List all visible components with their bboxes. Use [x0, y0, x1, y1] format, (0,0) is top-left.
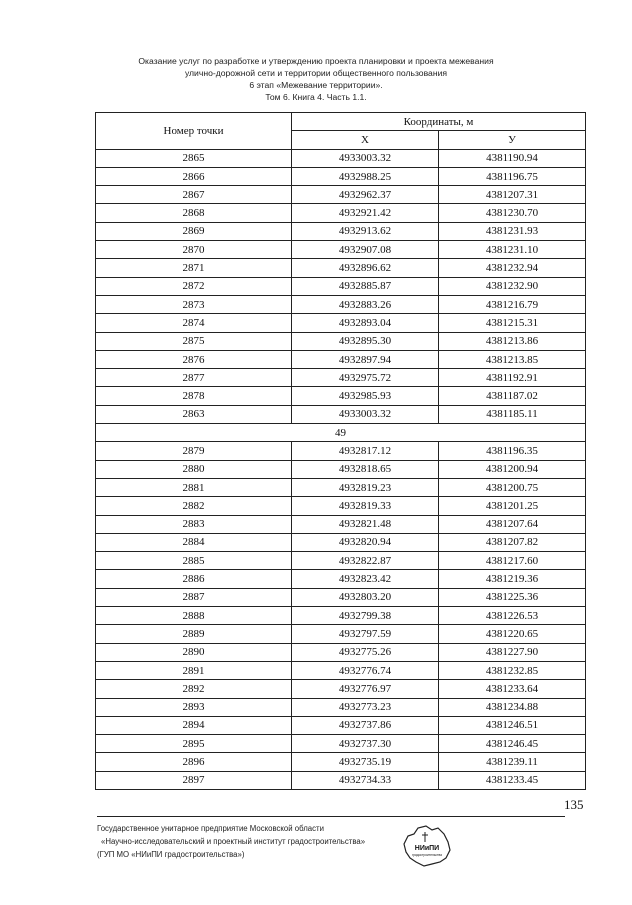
cell-x: 4932913.62: [292, 222, 439, 240]
cell-y: 4381232.90: [439, 277, 586, 295]
cell-point-number: 2895: [96, 735, 292, 753]
table-row: [96, 204, 586, 222]
table-row: [96, 735, 586, 753]
document-header: [60, 55, 572, 103]
cell-x: 4932975.72: [292, 369, 439, 387]
cell-y: 4381185.11: [439, 405, 586, 423]
cell-y: 4381190.94: [439, 149, 586, 167]
cell-point-number: 2868: [96, 204, 292, 222]
cell-x: 4932773.23: [292, 698, 439, 716]
cell-y: 4381239.11: [439, 753, 586, 771]
footer-line-2: «Научно-исследовательский и проектный институт градостроительства»: [101, 837, 366, 846]
cell-point-number: 2890: [96, 643, 292, 661]
cell-y: 4381196.75: [439, 167, 586, 185]
cell-y: 4381207.64: [439, 515, 586, 533]
cell-point-number: 2894: [96, 716, 292, 734]
cell-point-number: 2882: [96, 497, 292, 515]
cell-point-number: 2875: [96, 332, 292, 350]
table-row: [96, 570, 586, 588]
cell-y: 4381234.88: [439, 698, 586, 716]
cell-x: 4932988.25: [292, 167, 439, 185]
cell-x: 4932893.04: [292, 314, 439, 332]
cell-y: 4381201.25: [439, 497, 586, 515]
table-row: [96, 259, 586, 277]
cell-x: 4932734.33: [292, 771, 439, 789]
table-row: [96, 661, 586, 679]
table-body-part-2: [96, 442, 586, 790]
cell-point-number: 2885: [96, 552, 292, 570]
cell-point-number: 2879: [96, 442, 292, 460]
cell-y: 4381231.93: [439, 222, 586, 240]
cell-x: 4932737.86: [292, 716, 439, 734]
table-row: [96, 515, 586, 533]
cell-x: 4932737.30: [292, 735, 439, 753]
cell-y: 4381233.45: [439, 771, 586, 789]
cell-x: 4932776.97: [292, 680, 439, 698]
header-line-2: улично-дорожной сети и территории общественного пользования: [184, 68, 448, 78]
cell-y: 4381246.51: [439, 716, 586, 734]
cell-y: 4381215.31: [439, 314, 586, 332]
cell-x: 4932775.26: [292, 643, 439, 661]
cell-point-number: 2884: [96, 533, 292, 551]
cell-y: 4381192.91: [439, 369, 586, 387]
section-label: 49: [96, 424, 586, 442]
table-row: [96, 387, 586, 405]
table-row: [96, 295, 586, 313]
cell-point-number: 2878: [96, 387, 292, 405]
cell-y: 4381216.79: [439, 295, 586, 313]
cell-x: 4932797.59: [292, 625, 439, 643]
cell-x: 4932897.94: [292, 350, 439, 368]
cell-x: 4932985.93: [292, 387, 439, 405]
table-row: [96, 588, 586, 606]
table-row: [96, 186, 586, 204]
cell-point-number: 2865: [96, 149, 292, 167]
cell-point-number: 2869: [96, 222, 292, 240]
cell-point-number: 2891: [96, 661, 292, 679]
cell-y: 4381233.64: [439, 680, 586, 698]
cell-y: 4381196.35: [439, 442, 586, 460]
cell-point-number: 2872: [96, 277, 292, 295]
cell-point-number: 2877: [96, 369, 292, 387]
cell-x: 4932907.08: [292, 241, 439, 259]
footer-divider: [97, 816, 565, 817]
cell-point-number: 2886: [96, 570, 292, 588]
cell-x: 4933003.32: [292, 149, 439, 167]
footer-line-3: (ГУП МО «НИиПИ градостроительства»): [97, 850, 245, 859]
column-header-y: У: [439, 131, 586, 149]
cell-point-number: 2883: [96, 515, 292, 533]
table-row: [96, 167, 586, 185]
cell-point-number: 2867: [96, 186, 292, 204]
table-row: [96, 680, 586, 698]
cell-x: 4932921.42: [292, 204, 439, 222]
table-row: [96, 350, 586, 368]
cell-point-number: 2876: [96, 350, 292, 368]
cell-y: 4381227.90: [439, 643, 586, 661]
column-header-x: X: [292, 131, 439, 149]
table-row: [96, 533, 586, 551]
cell-y: 4381225.36: [439, 588, 586, 606]
cell-point-number: 2874: [96, 314, 292, 332]
cell-y: 4381232.94: [439, 259, 586, 277]
table-row: [96, 241, 586, 259]
table-row: [96, 643, 586, 661]
table-row: [96, 405, 586, 423]
cell-y: 4381200.75: [439, 478, 586, 496]
cell-y: 4381220.65: [439, 625, 586, 643]
cell-y: 4381213.85: [439, 350, 586, 368]
cell-x: 4932819.23: [292, 478, 439, 496]
table-row: [96, 314, 586, 332]
cell-x: 4932822.87: [292, 552, 439, 570]
cell-x: 4932883.26: [292, 295, 439, 313]
cell-point-number: 2893: [96, 698, 292, 716]
cell-y: 4381217.60: [439, 552, 586, 570]
niipi-logo-icon: [398, 822, 454, 868]
page-number: 135: [564, 797, 584, 812]
cell-x: 4932817.12: [292, 442, 439, 460]
cell-x: 4932823.42: [292, 570, 439, 588]
cell-y: 4381226.53: [439, 607, 586, 625]
cell-point-number: 2888: [96, 607, 292, 625]
table-row: [96, 442, 586, 460]
logo-subtext: градостроительства: [412, 853, 442, 857]
cell-x: 4932895.30: [292, 332, 439, 350]
cell-x: 4932885.87: [292, 277, 439, 295]
cell-point-number: 2866: [96, 167, 292, 185]
cell-y: 4381219.36: [439, 570, 586, 588]
cell-y: 4381200.94: [439, 460, 586, 478]
table-row: [96, 698, 586, 716]
cell-point-number: 2880: [96, 460, 292, 478]
table-row: [96, 771, 586, 789]
cell-y: 4381246.45: [439, 735, 586, 753]
cell-y: 4381231.10: [439, 241, 586, 259]
cell-point-number: 2871: [96, 259, 292, 277]
header-line-4: Том 6. Книга 4. Часть 1.1.: [265, 92, 367, 102]
logo-text: НИиПИ: [414, 845, 440, 852]
table-section-row: [96, 424, 586, 442]
header-line-3: 6 этап «Межевание территории».: [249, 80, 383, 90]
cell-x: 4932820.94: [292, 533, 439, 551]
table-row: [96, 753, 586, 771]
cell-x: 4933003.32: [292, 405, 439, 423]
cell-x: 4932803.20: [292, 588, 439, 606]
table-row: [96, 716, 586, 734]
table-body-part-1: [96, 149, 586, 423]
cell-y: 4381213.86: [439, 332, 586, 350]
cell-point-number: 2887: [96, 588, 292, 606]
cell-point-number: 2892: [96, 680, 292, 698]
table-row: [96, 149, 586, 167]
cell-x: 4932819.33: [292, 497, 439, 515]
cell-x: 4932896.62: [292, 259, 439, 277]
cell-point-number: 2889: [96, 625, 292, 643]
table-row: [96, 625, 586, 643]
cell-x: 4932776.74: [292, 661, 439, 679]
cell-x: 4932962.37: [292, 186, 439, 204]
table-row: [96, 222, 586, 240]
table-row: [96, 552, 586, 570]
cell-x: 4932735.19: [292, 753, 439, 771]
cell-point-number: 2896: [96, 753, 292, 771]
cell-x: 4932799.38: [292, 607, 439, 625]
header-line-1: Оказание услуг по разработке и утверждению проекта планировки и проекта межевания: [138, 56, 494, 66]
cell-x: 4932821.48: [292, 515, 439, 533]
cell-point-number: 2870: [96, 241, 292, 259]
table-row: [96, 478, 586, 496]
coordinates-table: [95, 112, 586, 790]
cell-y: 4381232.85: [439, 661, 586, 679]
column-header-coordinates: Координаты, м: [292, 113, 586, 131]
table-row: [96, 497, 586, 515]
cell-x: 4932818.65: [292, 460, 439, 478]
cell-y: 4381207.31: [439, 186, 586, 204]
table-row: [96, 369, 586, 387]
column-header-point-number: Номер точки: [96, 113, 292, 150]
table-row: [96, 460, 586, 478]
footer-line-1: Государственное унитарное предприятие Московской области: [97, 824, 324, 833]
cell-point-number: 2873: [96, 295, 292, 313]
cell-point-number: 2881: [96, 478, 292, 496]
footer: [97, 822, 397, 861]
cell-y: 4381187.02: [439, 387, 586, 405]
table-row: [96, 277, 586, 295]
table-row: [96, 607, 586, 625]
table-row: [96, 332, 586, 350]
cell-point-number: 2863: [96, 405, 292, 423]
cell-y: 4381207.82: [439, 533, 586, 551]
cell-point-number: 2897: [96, 771, 292, 789]
cell-y: 4381230.70: [439, 204, 586, 222]
